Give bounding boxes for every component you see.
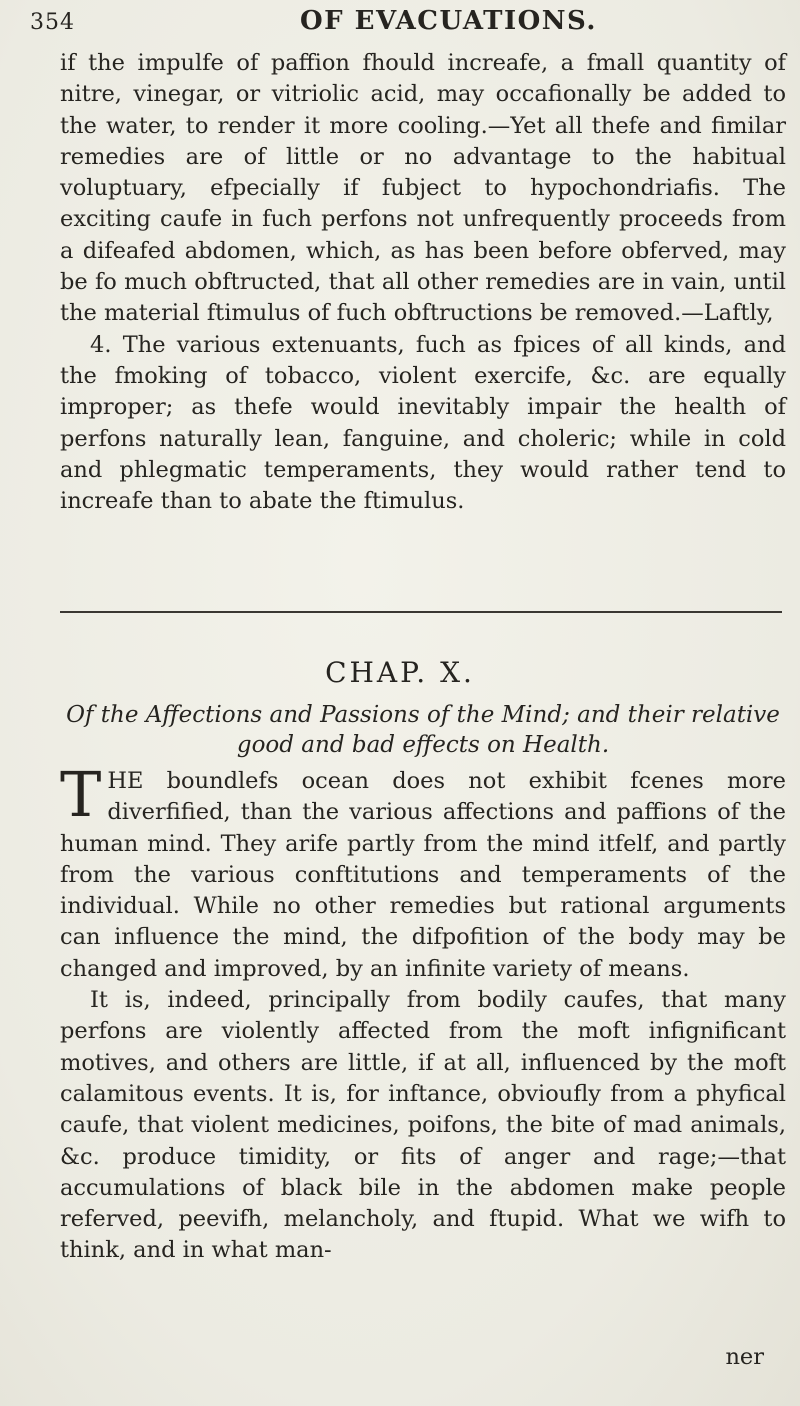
paragraph-opening [60,758,786,985]
paragraph-continued: if the impulfe of paffion fhould increafe, a fmall quantity of nitre, vinegar, or vitriolic acid, may occafionally be added to the water, to render it more cooling.—Yet all thefe and fimilar remedies are of little or no advantage to the habitual voluptuary, efpecially if fubject to hypochondriafis. The exciting caufe in fuch perfons not unfrequently proceeds from a difeafed abdomen, which, as has been before obferved, may be fo much obftructed, that all other remedies are in vain, until the material ftimulus of fuch obftructions be removed.—Laftly, [60,50,786,327]
running-title: OF EVACUATIONS. [300,6,597,36]
paragraph-opening-text: HE boundlefs ocean does not exhibit fcenes more diverfified, than the various affections and paffions of the human mind. They arife partly from the mind itfelf, and partly from the various conftitutions and temperaments of the individual. While no other remedies but rational arguments can influence the mind, the difpofition of the body may be changed and improved, by an infinite variety of means. [60,768,786,982]
chapter-heading: CHAP. X. [325,656,475,689]
drop-capital: T [60,758,102,831]
catchword: ner [725,1344,764,1370]
paragraph-second: It is, indeed, principally from bodily caufes, that many perfons are violently affected from the moft infignificant motives, and others are little, if at all, influenced by the moft calamitous events. It is, for inftance, obvioufly from a phyfical caufe, that violent medicines, poifons, the bite of mad animals, &c. produce timidity, or fits of anger and rage;—that accumulations of black bile in the abdomen make people referved, peevifh, melancholy, and ftupid. What we wifh to think, and in what man- [60,987,786,1264]
text-block-chapter [60,758,786,1267]
text-block-top [60,48,786,517]
chapter-subtitle: Of the Affections and Passions of the Mind; and their relative good and bad effects on Health. [66,702,780,758]
running-head [30,6,770,42]
page-number: 354 [30,10,75,35]
section-divider-rule [60,611,782,613]
paragraph-item-4: 4. The various extenuants, fuch as fpices of all kinds, and the fmoking of tobacco, violent exercife, &c. are equally improper; as thefe would inevitably impair the health of perfons naturally lean, fanguine, and choleric; while in cold and phlegmatic temperaments, they would rather tend to increafe than to abate the ftimulus. [60,331,786,515]
